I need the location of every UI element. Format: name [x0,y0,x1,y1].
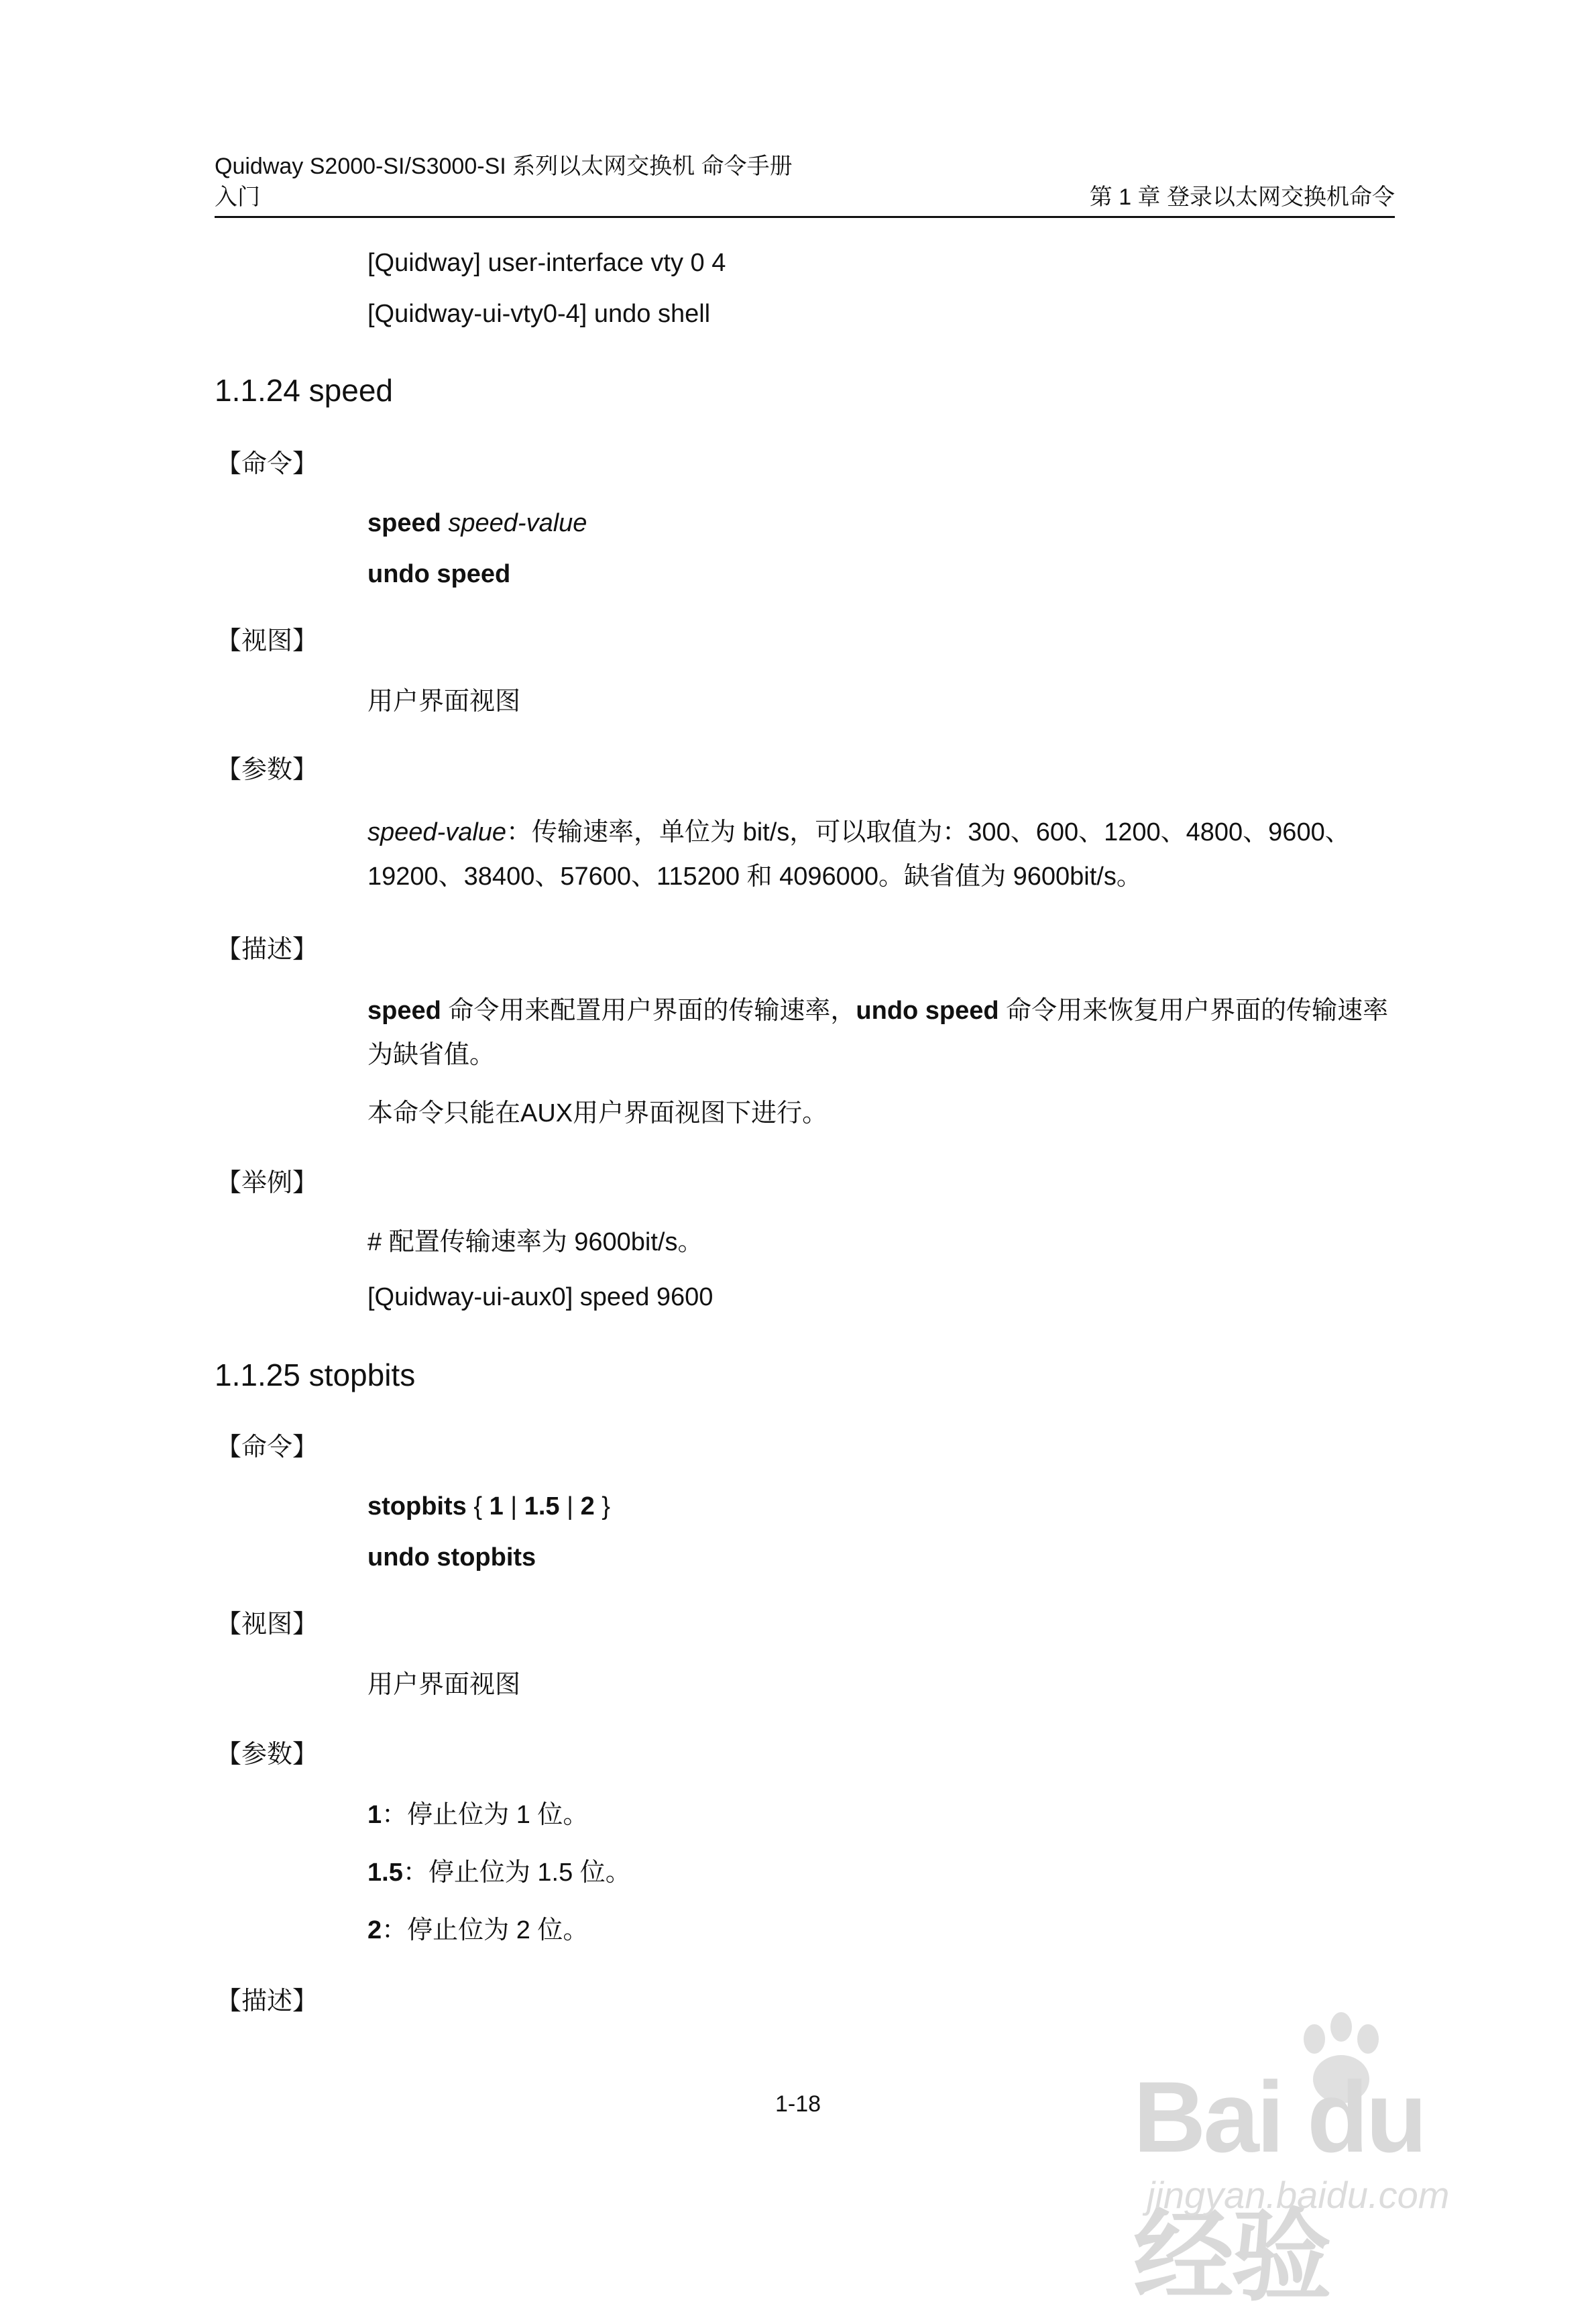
example-code: [Quidway-ui-aux0] speed 9600 [367,1283,714,1311]
label-parameters: 【参数】 [216,1741,319,1769]
view-text: 用户界面视图 [367,687,521,716]
parameter-text: ：停止位为 2 位。 [382,1916,589,1944]
parameter-name: 1 [367,1801,382,1829]
parameter-name: 2 [367,1916,382,1944]
undo-command: undo stopbits [367,1543,536,1571]
parameter-item [367,1914,588,1946]
desc-keyword: undo speed [856,997,999,1025]
syntax-brace: } [594,1492,610,1521]
header-divider [215,216,1395,218]
code-line: [Quidway-ui-vty0-4] undo shell [367,300,711,328]
label-view: 【视图】 [216,1610,319,1639]
description-paragraph [367,989,1395,1077]
command-keyword: stopbits [367,1492,467,1521]
parameter-text: ：传输速率，单位为 bit/s，可以取值为：300、600、1200、4800、9600、19200、38400、57600、115200 和 4096000。缺省值为 9600bit/s。 [367,818,1351,891]
parameter-text: ：停止位为 1.5 位。 [402,1859,631,1887]
label-description: 【描述】 [216,1987,319,2015]
desc-text: 命令用来配置用户界面的传输速率， [441,997,856,1025]
label-description: 【描述】 [216,936,319,964]
syntax-separator: | [559,1492,581,1521]
command-argument: speed-value [448,509,587,537]
syntax-separator: | [503,1492,524,1521]
parameter-name: 1.5 [367,1859,403,1887]
header-chapter: 第 1 章 登录以太网交换机命令 [1089,184,1395,210]
option-value: 1.5 [524,1492,560,1521]
parameter-description [367,810,1395,899]
desc-text: 命令用来恢复用户界面的传输速率为缺省值。 [367,997,1389,1069]
label-example: 【举例】 [216,1169,319,1197]
header-subtitle: 入门 [215,184,260,210]
parameter-item [367,1799,588,1831]
label-parameters: 【参数】 [216,756,319,784]
parameter-item [367,1857,631,1889]
command-syntax [367,1490,610,1523]
syntax-brace: { [466,1492,490,1521]
command-keyword: speed [367,509,441,537]
desc-keyword: speed [367,997,441,1025]
page-number: 1-18 [775,2091,821,2117]
label-command: 【命令】 [216,1433,319,1461]
command-syntax [367,507,587,539]
label-view: 【视图】 [216,627,319,655]
parameter-text: ：停止位为 1 位。 [382,1801,589,1829]
header-title: Quidway S2000-SI/S3000-SI 系列以太网交换机 命令手册 [215,154,793,179]
option-value: 1 [489,1492,504,1521]
undo-command: undo speed [367,560,511,588]
label-command: 【命令】 [216,450,319,478]
option-value: 2 [580,1492,595,1521]
view-text: 用户界面视图 [367,1671,521,1699]
watermark-url: jingyan.baidu.com [1147,2174,1450,2216]
code-line: [Quidway] user-interface vty 0 4 [367,249,726,277]
section-heading-speed: 1.1.24 speed [215,373,394,408]
watermark-logo-text: Bai du 经验 [1133,2060,1425,2313]
section-heading-stopbits: 1.1.25 stopbits [215,1358,416,1392]
parameter-name: speed-value [367,818,507,846]
baidu-jingyan-watermark [1133,2019,1536,2313]
example-comment: # 配置传输速率为 9600bit/s。 [367,1228,703,1256]
description-note: 本命令只能在AUX用户界面视图下进行。 [367,1099,828,1127]
